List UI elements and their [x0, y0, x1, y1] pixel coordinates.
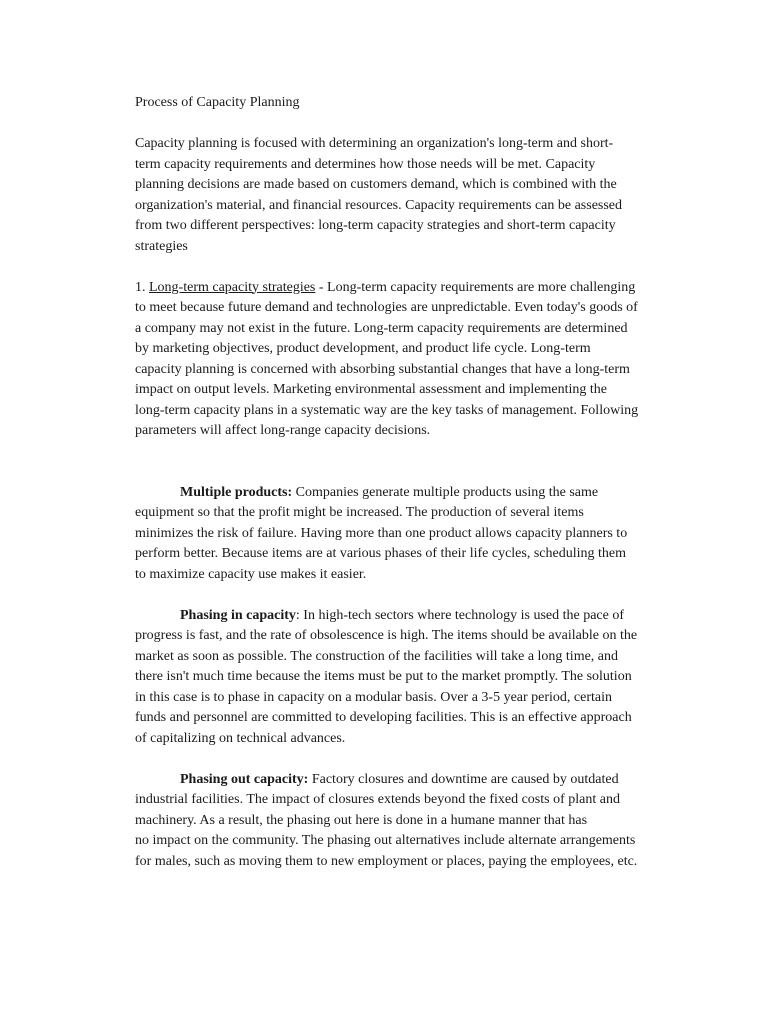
- section-number: 1.: [135, 279, 149, 295]
- section-line: to meet because future demand and technologies are unpredictable. Even today's goods of: [135, 300, 638, 315]
- paragraph-first-line: [135, 483, 680, 504]
- paragraph-line: in this case is to phase in capacity on a modular basis. Over a 3-5 year period, certain: [135, 689, 613, 705]
- intro-line: from two different perspectives: long-term capacity strategies and short-term capacity: [135, 218, 616, 233]
- paragraph-line: funds and personnel are committed to developing facilities. This is an effective approach: [135, 710, 632, 725]
- paragraph-line: of capitalizing on technical advances.: [135, 730, 346, 746]
- intro-line: Capacity planning is focused with determining an organization's long-term and short-: [135, 136, 614, 151]
- intro-line: term capacity requirements and determines how those needs will be met. Capacity: [135, 156, 596, 172]
- paragraph-heading: Phasing out capacity:: [180, 771, 309, 787]
- paragraph-line: industrial facilities. The impact of closures extends beyond the fixed costs of plant and: [135, 792, 620, 807]
- document-page: [135, 93, 680, 872]
- multiple-products-paragraph: [135, 483, 680, 586]
- section-first-line: [135, 278, 680, 299]
- paragraph-line: progress is fast, and the rate of obsolescence is high. The items should be available on the: [135, 628, 638, 643]
- section-text: - Long-term capacity requirements are more challenging: [315, 279, 636, 295]
- phasing-out-paragraph: [135, 770, 680, 873]
- paragraph-heading: Multiple products:: [180, 484, 293, 500]
- spacer: [135, 749, 680, 770]
- paragraph-line: there isn't much time because the items must be put to the market promptly. The solution: [135, 669, 632, 684]
- document-title: Process of Capacity Planning: [135, 95, 300, 110]
- intro-paragraph: [135, 134, 680, 257]
- paragraph-line: machinery. As a result, the phasing out here is done in a humane manner that has: [135, 812, 588, 828]
- paragraph-first-line: [135, 606, 680, 627]
- paragraph-heading: Phasing in capacity: [180, 607, 296, 623]
- paragraph-line: market as soon as possible. The construction of the facilities will take a long time, and: [135, 648, 619, 664]
- spacer: [135, 114, 680, 135]
- paragraph-line: equipment so that the profit might be increased. The production of several items: [135, 505, 584, 520]
- paragraph-first-line: [135, 770, 680, 791]
- spacer: [135, 257, 680, 278]
- paragraph-line: no impact on the community. The phasing out alternatives include alternate arrangements: [135, 833, 636, 848]
- intro-line: organization's material, and financial resources. Capacity requirements can be assessed: [135, 197, 623, 213]
- paragraph-line: to maximize capacity use makes it easier.: [135, 566, 367, 582]
- section-line: capacity planning is concerned with absorbing substantial changes that have a long-term: [135, 361, 630, 377]
- paragraph-text: : In high-tech sectors where technology is used the pace of: [295, 607, 625, 623]
- section-line: parameters will affect long-range capacity decisions.: [135, 423, 431, 438]
- paragraph-line: perform better. Because items are at various phases of their life cycles, scheduling them: [135, 546, 626, 561]
- paragraph-text: Factory closures and downtime are caused by outdated: [308, 771, 619, 787]
- intro-line: strategies: [135, 238, 188, 254]
- section-line: long-term capacity plans in a systematic way are the key tasks of management. Following: [135, 402, 639, 418]
- phasing-in-paragraph: [135, 606, 680, 750]
- section-line: a company may not exist in the future. Long-term capacity requirements are determined: [135, 320, 628, 336]
- intro-line: planning decisions are made based on customers demand, which is combined with the: [135, 177, 617, 192]
- paragraph-line: minimizes the risk of failure. Having more than one product allows capacity planners to: [135, 525, 628, 541]
- section-long-term: [135, 278, 680, 442]
- spacer: [135, 585, 680, 606]
- section-line: impact on output levels. Marketing environmental assessment and implementing the: [135, 382, 608, 397]
- section-heading: Long-term capacity strategies: [149, 279, 316, 295]
- paragraph-text: Companies generate multiple products using the same: [292, 484, 599, 500]
- section-line: by marketing objectives, product development, and product life cycle. Long-term: [135, 341, 591, 356]
- spacer: [135, 442, 680, 483]
- paragraph-line: for males, such as moving them to new employment or places, paying the employees, etc.: [135, 853, 638, 869]
